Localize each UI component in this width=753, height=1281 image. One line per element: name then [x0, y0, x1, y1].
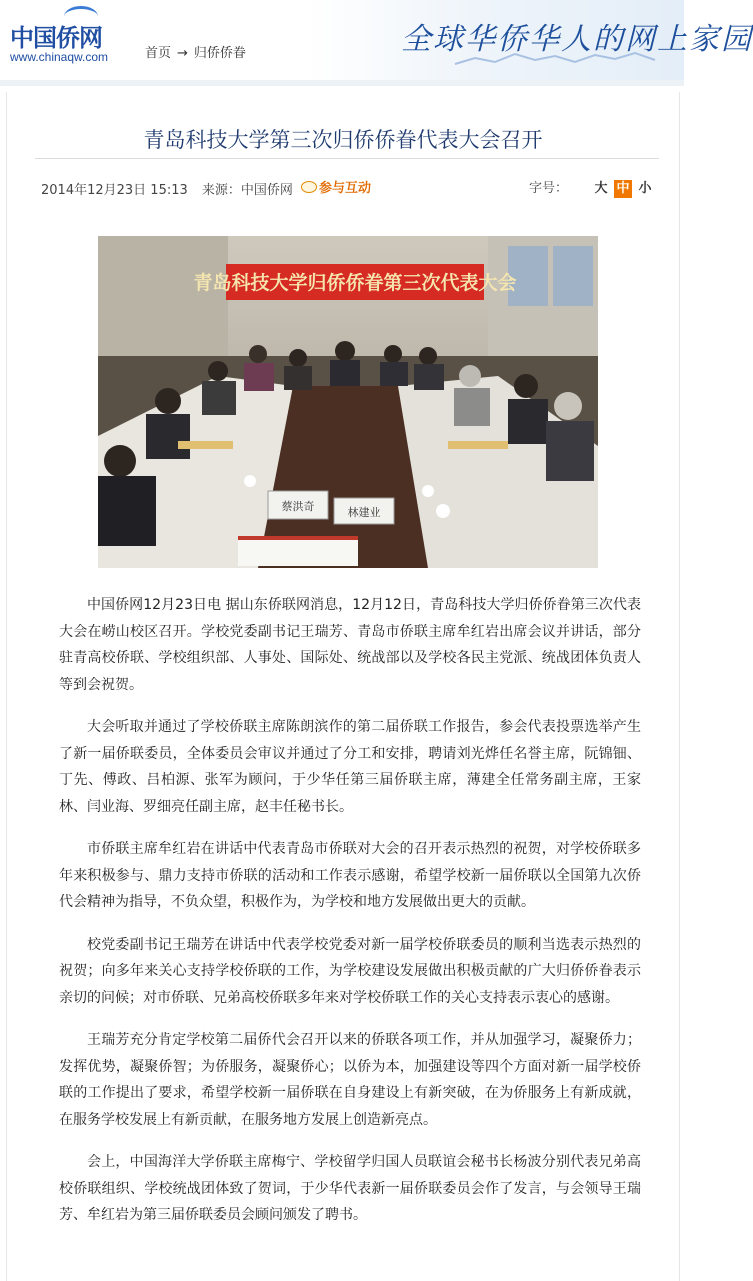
- article-title: 青岛科技大学第三次归侨侨眷代表大会召开: [143, 128, 543, 153]
- great-wall-decoration-icon: [455, 50, 655, 66]
- article-meta: [41, 179, 293, 198]
- name-card-2: 林建业: [347, 506, 381, 519]
- article-photo: [98, 236, 598, 568]
- banner-text: 青岛科技大学归侨侨眷第三次代表大会: [193, 272, 517, 294]
- site-header: [0, 0, 753, 86]
- arrow-right-icon: →: [177, 46, 188, 61]
- interact-link[interactable]: [301, 177, 371, 196]
- article-paragraph: 王瑞芳充分肯定学校第二届侨代会召开以来的侨联各项工作，并从加强学习，凝聚侨力；发挥优势，凝聚侨智；为侨服务，凝聚侨心；以侨为本，加强建设等四个方面对新一届学校侨联的工作提出了要求，希望学校新一届侨联在自身建设上有新突破，在为侨服务上有新成就，在服务学校发展上有新贡献，在服务地方发展上创造新亮点。: [59, 1032, 641, 1128]
- logo-url: www.chinaqw.com: [10, 50, 109, 64]
- meeting-photo-illustration: [98, 236, 598, 568]
- article-paragraph: 中国侨网12月23日电 据山东侨联网消息，12月12日，青岛科技大学归侨侨眷第三次代表大会在崂山校区召开。学校党委副书记王瑞芳、青岛市侨联主席牟红岩出席会议并讲话，部分驻青高校侨联、学校组织部、人事处、国际处、统战部以及学校各民主党派、统战团体负责人等到会祝贺。: [59, 597, 641, 693]
- publish-datetime: 2014年12月23日 15:13: [41, 183, 188, 198]
- site-slogan: [395, 6, 753, 68]
- article-paragraph: 校党委副书记王瑞芳在讲话中代表学校党委对新一届学校侨联委员的顺利当选表示热烈的祝贺；向多年来关心支持学校侨联的工作，为学校建设发展做出积极贡献的广大归侨侨眷表示亲切的问候；对市侨联、兄弟高校侨联多年来对学校侨联工作的关心支持表示衷心的感谢。: [59, 936, 641, 1006]
- font-size-label: 字号：: [529, 181, 569, 196]
- breadcrumb-home-link[interactable]: 首页: [145, 46, 172, 61]
- font-size-small-button[interactable]: 小: [638, 181, 652, 196]
- font-size-control: [529, 177, 654, 198]
- speech-bubble-icon: [301, 181, 317, 193]
- breadcrumb-section-link[interactable]: 归侨侨眷: [193, 46, 246, 61]
- article-source: 来源：中国侨网: [201, 183, 293, 198]
- article-container: [6, 92, 680, 1281]
- breadcrumb: [145, 42, 246, 61]
- logo-text: 中国侨网: [10, 24, 102, 52]
- article-body: [59, 592, 641, 1245]
- site-logo[interactable]: [8, 6, 138, 64]
- name-card-1: 蔡洪奇: [281, 500, 315, 513]
- font-size-medium-button[interactable]: 中: [614, 180, 632, 198]
- article-paragraph: 会上，中国海洋大学侨联主席梅宁、学校留学归国人员联谊会秘书长杨波分别代表兄弟高校侨联组织、学校统战团体致了贺词，于少华代表新一届侨联委员会作了发言，与会领导王瑞芳、牟红岩为第三届侨联委员会顾问颁发了聘书。: [59, 1154, 641, 1223]
- article-paragraph: 大会听取并通过了学校侨联主席陈朗滨作的第二届侨联工作报告，参会代表投票选举产生了新一届侨联委员，全体委员会审议并通过了分工和安排，聘请刘光烨任名誉主席，阮锦钿、丁先、傅政、吕柏源、张军为顾问，于少华任第三届侨联主席，薄建全任常务副主席，王家林、闫业海、罗细亮任副主席，赵丰任秘书长。: [59, 719, 641, 815]
- article-paragraph: 市侨联主席牟红岩在讲话中代表青岛市侨联对大会的召开表示热烈的祝贺，对学校侨联多年来积极参与、鼎力支持市侨联的活动和工作表示感谢，希望学校新一届侨联以全国第九次侨代会精神为指导，不负众望，积极作为，为学校和地方发展做出更大的贡献。: [59, 841, 641, 910]
- slogan-text: 全球华侨华人的网上家园: [401, 22, 753, 57]
- interact-label: 参与互动: [319, 181, 372, 196]
- font-size-large-button[interactable]: 大: [594, 181, 608, 196]
- title-divider: [35, 158, 659, 159]
